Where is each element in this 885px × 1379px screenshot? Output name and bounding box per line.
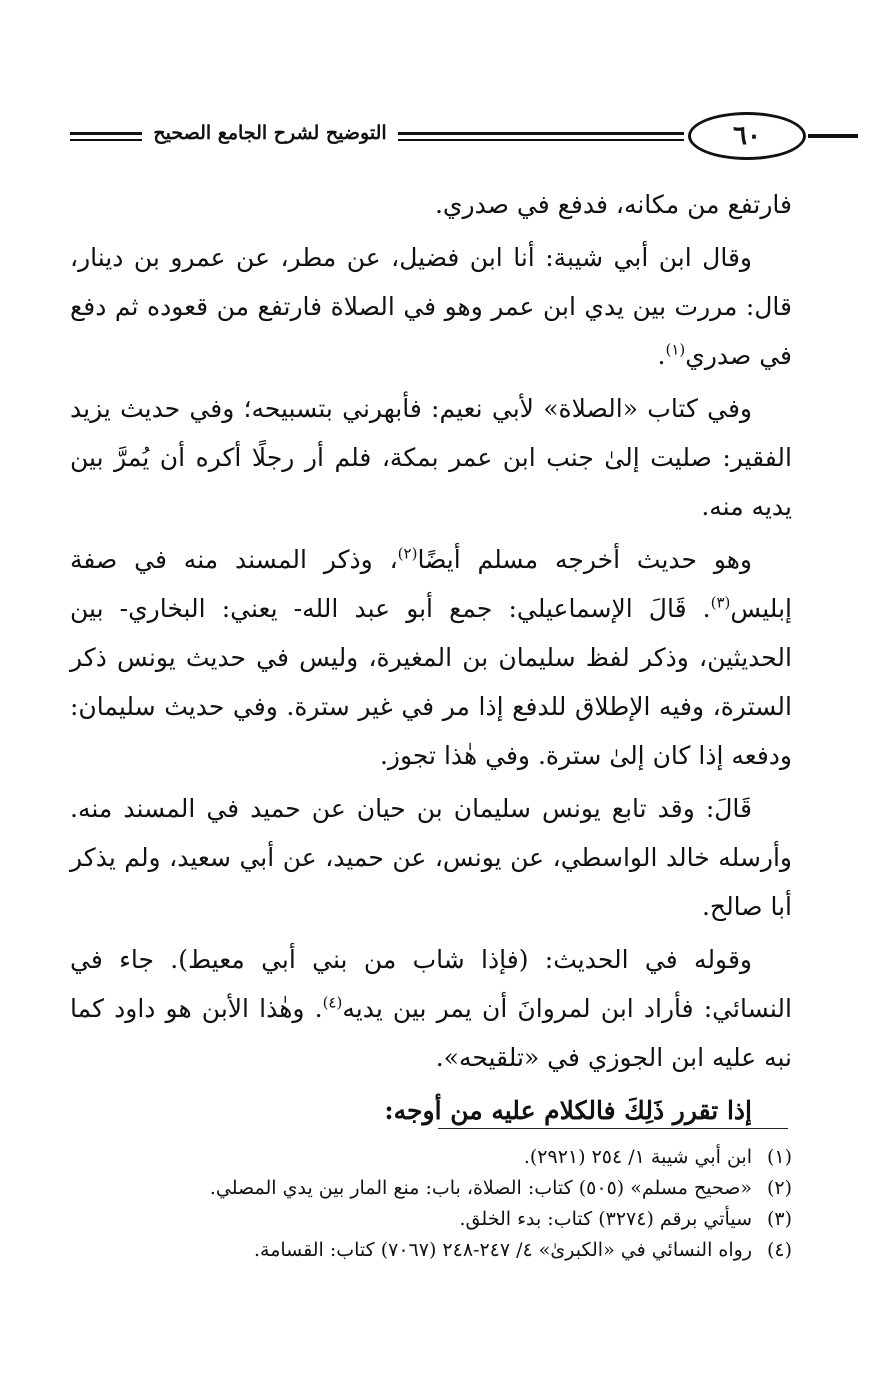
footnote-text: سيأتي برقم (٣٢٧٤) كتاب: بدء الخلق. xyxy=(459,1208,752,1230)
footnote-number: (٤) xyxy=(766,1239,792,1261)
paragraph-text: وقال ابن أبي شيبة: أنا ابن فضيل، عن مطر، عن عمرو بن دينار، قال: مررت بين يدي ابن عمر وهو في الصلاة فارتفع من قعوده ثم دفع في صدري xyxy=(70,243,792,370)
footnote-separator xyxy=(438,1128,788,1129)
page-number: ٦٠ xyxy=(688,112,806,160)
paragraph-text: . وهٰذا الأبن هو داود كما نبه عليه ابن الجوزي في «تلقيحه». xyxy=(70,994,792,1072)
footnote-text: «صحيح مسلم» (٥٠٥) كتاب: الصلاة، باب: منع المار بين يدي المصلي. xyxy=(209,1177,752,1199)
page-header xyxy=(60,108,800,166)
main-text xyxy=(70,180,792,1139)
header-rule xyxy=(70,139,142,141)
paragraph xyxy=(70,233,792,380)
header-rule xyxy=(398,132,684,135)
paragraph xyxy=(70,935,792,1082)
paragraph xyxy=(70,180,792,229)
paragraph xyxy=(70,535,792,780)
paragraph-text: . قَالَ الإسماعيلي: جمع أبو عبد الله- يعني: البخاري- بين الحديثين، وذكر لفظ سليمان بن المغيرة، وليس في حديث يونس ذكر السترة، وفيه الإطلاق للدفع إذا مر في غير سترة. وفي حديث سليمان: ودفعه إذا كان إلىٰ سترة. وفي هٰذا تجوز. xyxy=(70,594,793,770)
footnote-ref: (١) xyxy=(665,340,686,359)
footnote-number: (١) xyxy=(766,1146,792,1168)
paragraph xyxy=(70,784,792,931)
paragraph-text: إذا تقرر ذَلِكَ فالكلام عليه من أوجه: xyxy=(384,1096,752,1125)
footnote-number: (٢) xyxy=(766,1177,792,1199)
footnote-ref: (٢) xyxy=(397,544,418,563)
footnote-ref: (٤) xyxy=(322,993,343,1012)
running-title: التوضيح لشرح الجامع الصحيح xyxy=(153,122,387,144)
footnote-ref: (٣) xyxy=(710,593,731,612)
paragraph-text: ، وذكر المسند منه في صفة إبليس xyxy=(70,545,792,623)
footnote xyxy=(70,1204,792,1235)
footnote xyxy=(70,1142,792,1173)
footnote xyxy=(70,1235,792,1266)
paragraph-text: . xyxy=(657,341,666,370)
footnote-text: رواه النسائي في «الكبرىٰ» ٤/ ٢٤٧-٢٤٨ (٧٠٦٧) كتاب: القسامة. xyxy=(253,1239,752,1261)
footnote-text: ابن أبي شيبة ١/ ٢٥٤ (٢٩٢١). xyxy=(523,1146,752,1168)
header-rule xyxy=(398,139,684,141)
paragraph-text: وقوله في الحديث: (فإذا شاب من بني أبي معيط). جاء في النسائي: فأراد ابن لمروانَ أن يمر بين يديه xyxy=(70,945,792,1023)
header-rule xyxy=(808,134,858,138)
header-rule xyxy=(70,132,142,135)
paragraph-text: وهو حديث أخرجه مسلم أيضًا xyxy=(417,545,753,574)
paragraph xyxy=(70,384,792,531)
footnotes xyxy=(70,1142,792,1266)
paragraph-text: وفي كتاب «الصلاة» لأبي نعيم: فأبهرني بتسبيحه؛ وفي حديث يزيد الفقير: صليت إلىٰ جنب ابن عمر بمكة، فلم أر رجلًا أكره أن يُمرَّ بين يديه منه. xyxy=(70,394,792,521)
footnote xyxy=(70,1173,792,1204)
footnote-number: (٣) xyxy=(766,1208,792,1230)
paragraph-text: قَالَ: وقد تابع يونس سليمان بن حيان عن حميد في المسند منه. وأرسله خالد الواسطي، عن يونس، عن حميد، عن أبي سعيد، ولم يذكر أبا صالح. xyxy=(70,794,792,921)
paragraph-text: فارتفع من مكانه، فدفع في صدري. xyxy=(434,190,792,219)
